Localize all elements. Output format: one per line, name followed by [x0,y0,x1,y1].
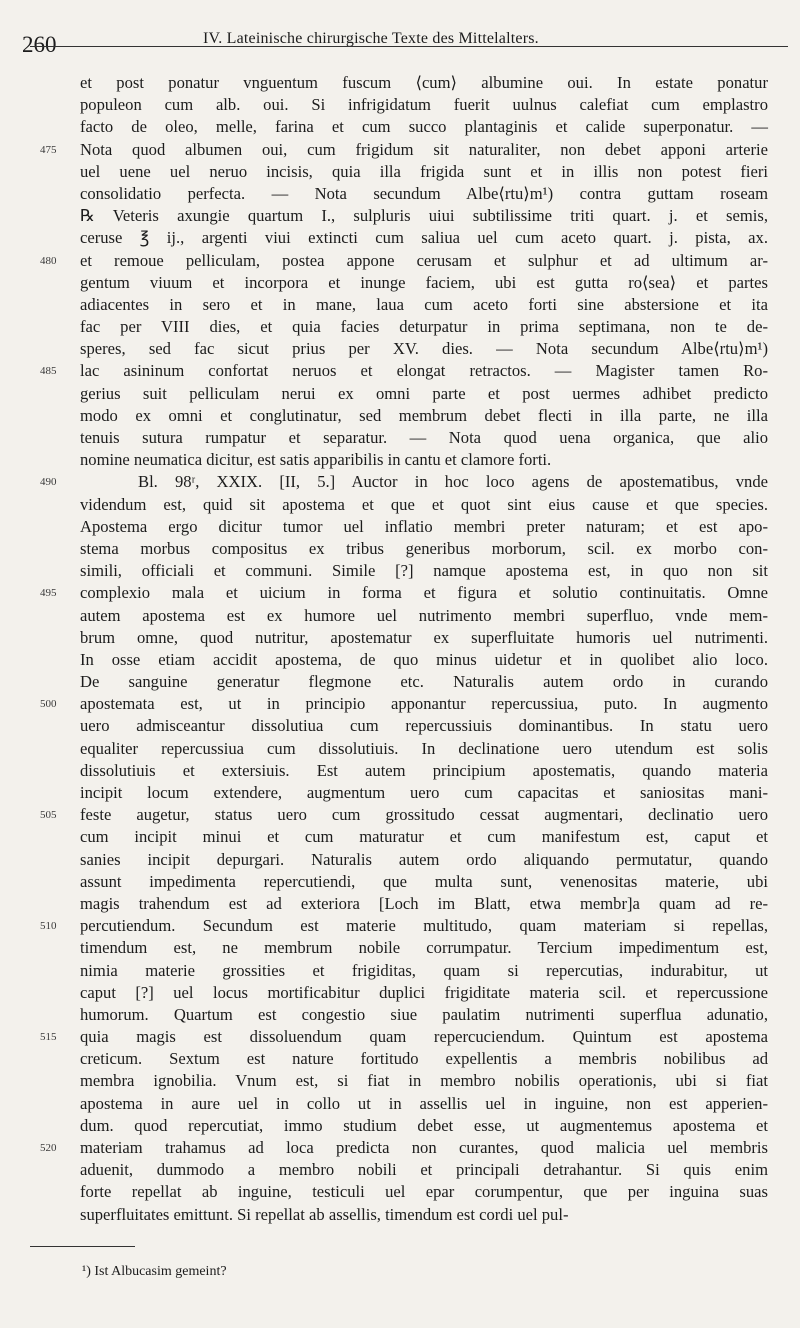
line-number: 485 [40,365,57,378]
line-text: equaliter repercussiua cum dissolutiuis. In declinatione uero utendum est solis [80,738,768,758]
text-line [0,405,800,427]
line-text: simili, officiali et communi. Simile [?] namque apostema est, in quo non sit [80,561,768,581]
text-line [0,383,800,405]
text-line [0,72,800,94]
text-line [0,205,800,227]
text-line [0,338,800,360]
text-line [0,960,800,982]
footnote: ¹) Ist Albucasim gemeint? [82,1264,227,1279]
text-line [0,826,800,848]
text-line [0,516,800,538]
line-text: ℞ Veteris axungie quartum I., sulpluris uiui subtilissime triti quart. j. et semis, [80,206,768,226]
text-line [0,937,800,959]
line-text: dissolutiuis et extersiuis. Est autem principium apostematis, quando materia [80,760,768,780]
line-text: sanies incipit depurgari. Naturalis autem ordo aliquando permutatur, quando [80,849,768,869]
line-text: De sanguine generatur flegmone etc. Naturalis autem ordo in curando [80,672,768,692]
line-text: cum incipit minui et cum maturatur et cum manifestum est, caput et [80,827,768,847]
line-number: 505 [40,809,57,822]
line-number: 520 [40,1142,57,1154]
text-line [0,116,800,138]
line-text: stema morbus compositus ex tribus generibus morborum, scil. ex morbo con- [80,538,768,558]
line-text: modo ex omni et conglutinatur, sed membrum debet flecti in illa parte, ne illa [80,405,768,425]
line-text: In osse etiam accidit apostema, de quo minus uidetur et in quolibet alio loco. [80,649,768,669]
page-number: 260 [22,32,57,57]
line-text: assunt impedimenta repercutiendi, que multa sunt, venenositas materie, ubi [80,871,768,891]
line-text: Bl. 98ʳ, XXIX. [II, 5.] Auctor in hoc loco agens de apostematibus, vnde [138,472,768,492]
text-line [0,183,800,205]
line-text: apostemata est, ut in principio apponantur repercussiua, puto. In augmento [80,694,768,714]
line-text: aduenit, dummodo a membro nobili et principali detrahantur. Si quis enim [80,1160,768,1180]
line-text: consolidatio perfecta. — Nota secundum Albe⟨rtu⟩m¹) contra guttam roseam [80,183,768,203]
text-line [0,1159,800,1181]
line-text: facto de oleo, melle, farina et cum succo plantaginis et calide superponatur. — [80,117,768,137]
text-line [0,582,800,604]
line-text: uero admisceantur dissolutiua cum repercussiuis dominantibus. In statu uero [80,716,768,736]
text-line [0,693,800,715]
line-text: forte repellat ab inguine, testiculi uel epar corumpentur, que per inguina suas [80,1182,768,1202]
text-line [0,316,800,338]
text-line [0,139,800,161]
line-text: dum. quod repercutiat, immo studium debet esse, ut augmentemus apostema et [80,1115,768,1135]
text-line [0,227,800,249]
text-line [0,449,800,471]
line-number: 480 [40,254,57,267]
line-text: magis trahendum est ad exteriora [Loch im Blatt, etwa membr]a quam ad re- [80,893,768,913]
line-number: 475 [40,143,57,156]
line-text: et remoue pelliculam, postea appone cerusam et sulphur et ad ultimum ar- [80,250,768,270]
text-line [0,671,800,693]
line-text: et post ponatur vnguentum fuscum ⟨cum⟩ albumine oui. In estate ponatur [80,73,768,92]
text-line [0,294,800,316]
text-line [0,804,800,826]
line-text: feste augetur, status uero cum grossitudo cessat augmentari, declinatio uero [80,805,768,825]
line-text: nomine neumatica dicitur, est satis apparibilis in cantu et clamore forti. [80,450,552,470]
line-text: caput [?] uel locus mortificabitur duplici frigiditate materia scil. et repercussione [80,982,768,1002]
line-text: adiacentes in sero et in mane, laua cum aceto forti sine abstersione et ita [80,294,768,314]
line-number: 515 [40,1031,57,1044]
text-line [0,760,800,782]
line-text: percutiendum. Secundum est materie multitudo, quam materiam si repellas, [80,916,768,936]
line-text: ceruse ℥ ij., argenti viui extincti cum saliua uel cum aceto quart. j. pista, ax. [80,228,768,248]
text-line [0,715,800,737]
line-text: creticum. Sextum est nature fortitudo expellentis a membris nobilibus ad [80,1049,768,1069]
line-text: populeon cum alb. oui. Si infrigidatum fuerit uulnus calefiat cum emplastro [80,95,768,115]
line-number: 510 [40,920,57,933]
line-text: materiam trahamus ad loca predicta non curantes, quod malicia uel membris [80,1138,768,1157]
text-line [0,161,800,183]
header-rule [30,46,788,47]
text-line [0,871,800,893]
text-line [0,627,800,649]
line-text: timendum est, ne membrum nobile corrumpatur. Tercium impedimentum est, [80,938,768,958]
line-text: quia magis est dissoluendum quam repercuciendum. Quintum est apostema [80,1027,768,1047]
line-text: fac per VIII dies, et quia facies deturpatur in prima septimana, non te de- [80,317,768,337]
text-line [0,1070,800,1092]
line-text: autem apostema est ex humore uel nutrimento membri superfluo, vnde mem- [80,605,768,625]
line-text: brum omne, quod nutritur, apostematur ex superfluitate humoris uel nutrimenti. [80,627,768,647]
line-text: gentum viuum et incorpora et inunge faciem, ubi est gutta ro⟨sea⟩ et partes [80,272,768,292]
line-text: nimia materie grossities et frigiditas, quam si repercutias, indurabitur, ut [80,960,768,980]
line-text: gerius suit pelliculam nerui ex omni parte et post uermes adhibet predicto [80,383,768,403]
text-line [0,1048,800,1070]
text-line [0,1137,800,1159]
line-text: incipit locum extendere, augmentum uero cum capacitas et saniositas mani- [80,783,768,802]
text-line [0,1181,800,1203]
line-text: lac asininum confortat neruos et elongat retractos. — Magister tamen Ro- [80,361,768,381]
text-line [0,1026,800,1048]
text-line [0,1004,800,1026]
text-line [0,560,800,582]
text-line [0,782,800,804]
text-line [0,250,800,272]
line-text: complexio mala et uicium in forma et figura et solutio continuitatis. Omne [80,583,768,603]
text-line [0,605,800,627]
line-text: tenuis sutura rumpatur et separatur. — Nota quod uena organica, que alio [80,428,768,447]
body-text [0,72,800,1226]
page-header [0,26,800,56]
text-line [0,94,800,116]
line-number: 495 [40,587,57,600]
text-line [0,915,800,937]
text-line [0,849,800,871]
line-text: membra ignobilia. Vnum est, si fiat in membro nobilis operationis, ubi si fiat [80,1071,768,1091]
line-text: videndum est, quid sit apostema et que et quot sint eius cause et que species. [80,494,768,514]
text-line [0,982,800,1004]
text-line [0,1093,800,1115]
line-text: Apostema ergo dicitur tumor uel inflatio membri preter naturam; et est apo- [80,516,768,536]
running-head: IV. Lateinische chirurgische Texte des Mittelalters. [203,30,539,47]
line-text: apostema in aure uel in collo ut in assellis uel in inguine, non est apperien- [80,1093,768,1113]
text-line [0,1115,800,1137]
line-text: Nota quod albumen oui, cum frigidum sit naturaliter, non debet apponi arterie [80,139,768,159]
text-line [0,494,800,516]
text-line [0,738,800,760]
text-line [0,649,800,671]
text-line [0,1204,800,1226]
line-number: 500 [40,698,57,711]
text-line [0,471,800,493]
text-line [0,893,800,915]
line-text: speres, sed fac sicut prius per XV. dies. — Nota secundum Albe⟨rtu⟩m¹) [80,339,768,359]
line-text: uel uene uel neruo incisis, quia illa frigida sunt et in illis non potest fieri [80,161,768,181]
text-line [0,427,800,449]
line-text: humorum. Quartum est congestio siue paulatim nutrimenti superflua adunatio, [80,1004,768,1024]
text-line [0,360,800,382]
text-line [0,538,800,560]
line-text: superfluitates emittunt. Si repellat ab assellis, timendum est cordi uel pul- [80,1204,569,1224]
text-line [0,272,800,294]
line-number: 490 [40,476,57,489]
footnote-rule [30,1246,135,1247]
